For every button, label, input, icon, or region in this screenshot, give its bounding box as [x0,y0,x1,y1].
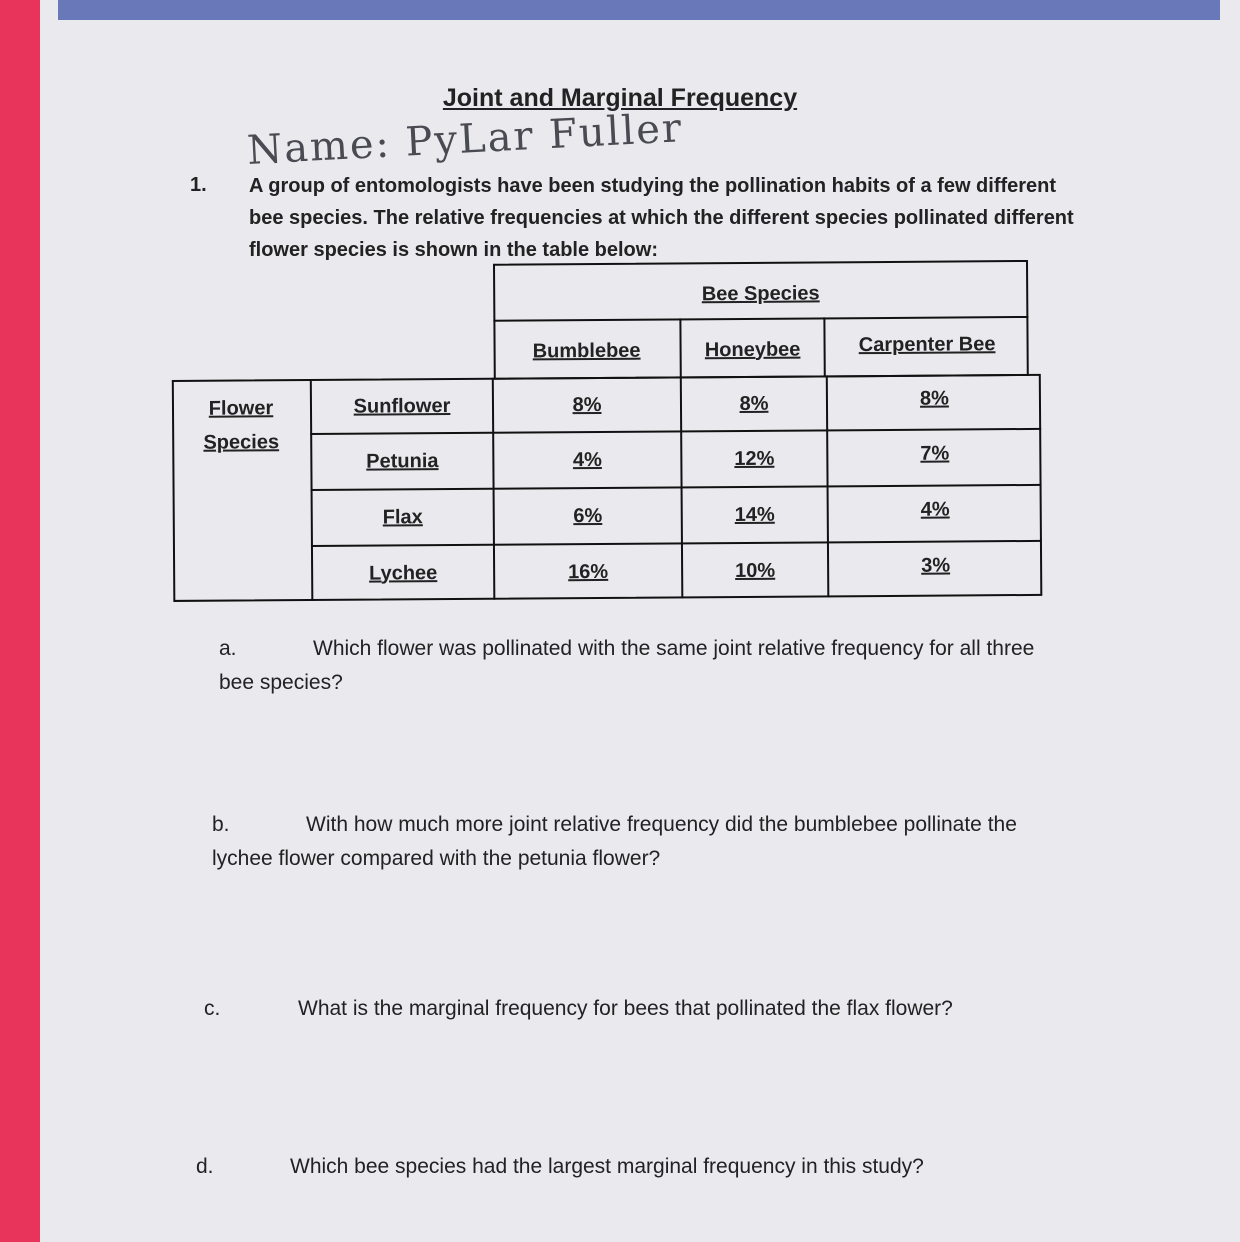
table-cell: 12% [734,447,775,470]
question-text: Which bee species had the largest marginal frequency in this study? [290,1155,924,1178]
frequency-table [165,260,1042,602]
row-label-flax: Flax [382,505,423,528]
table-cell: 4% [572,448,602,471]
question-d [196,1150,1096,1184]
intro-line: A group of entomologists have been studying the pollination habits of a few different [249,175,1057,197]
question-b [212,808,1122,876]
question-letter: a. [219,637,237,660]
row-label-petunia: Petunia [366,449,439,473]
table-cell: 4% [920,498,950,521]
table-cell: 7% [920,442,950,465]
question-text: lychee flower compared with the petunia flower? [212,847,661,870]
intro-line: flower species is shown in the table below: [249,239,658,261]
row-label-lychee: Lychee [368,561,438,585]
question-number: 1. [190,174,207,196]
question-letter: b. [212,813,230,836]
page-title: Joint and Marginal Frequency [442,84,798,112]
row-group-header: Flower [208,396,274,420]
question-text: Which flower was pollinated with the same joint relative frequency for all three [313,637,1035,660]
table-cell: 3% [921,554,951,577]
question-letter: d. [196,1155,214,1178]
question-letter: c. [204,997,221,1020]
question-a [219,632,1119,700]
column-group-header: Bee Species [701,281,820,305]
question-text: What is the marginal frequency for bees that pollinated the flax flower? [298,997,953,1020]
table-cell: 8% [739,392,769,415]
table-cell: 6% [573,504,603,527]
table-cell: 10% [735,559,776,582]
row-group-header: Species [203,430,280,454]
table-cell: 8% [919,387,949,410]
table-cell: 8% [572,393,602,416]
question-c [204,992,1104,1026]
question-text: With how much more joint relative frequency did the bumblebee pollinate the [306,813,1017,836]
handwritten-name: Name: PyLar Fuller [246,105,685,174]
row-label-sunflower: Sunflower [353,394,451,418]
question-text: bee species? [219,671,343,694]
table-cell: 14% [734,503,775,526]
intro-line: bee species. The relative frequencies at which the different species pollinated different [249,207,1074,229]
column-header-carpenter-bee: Carpenter Bee [858,332,996,356]
column-header-honeybee: Honeybee [704,338,801,361]
top-banner [58,0,1220,20]
table-cell: 16% [568,560,609,583]
intro-text [249,170,1109,266]
column-header-bumblebee: Bumblebee [532,339,641,362]
